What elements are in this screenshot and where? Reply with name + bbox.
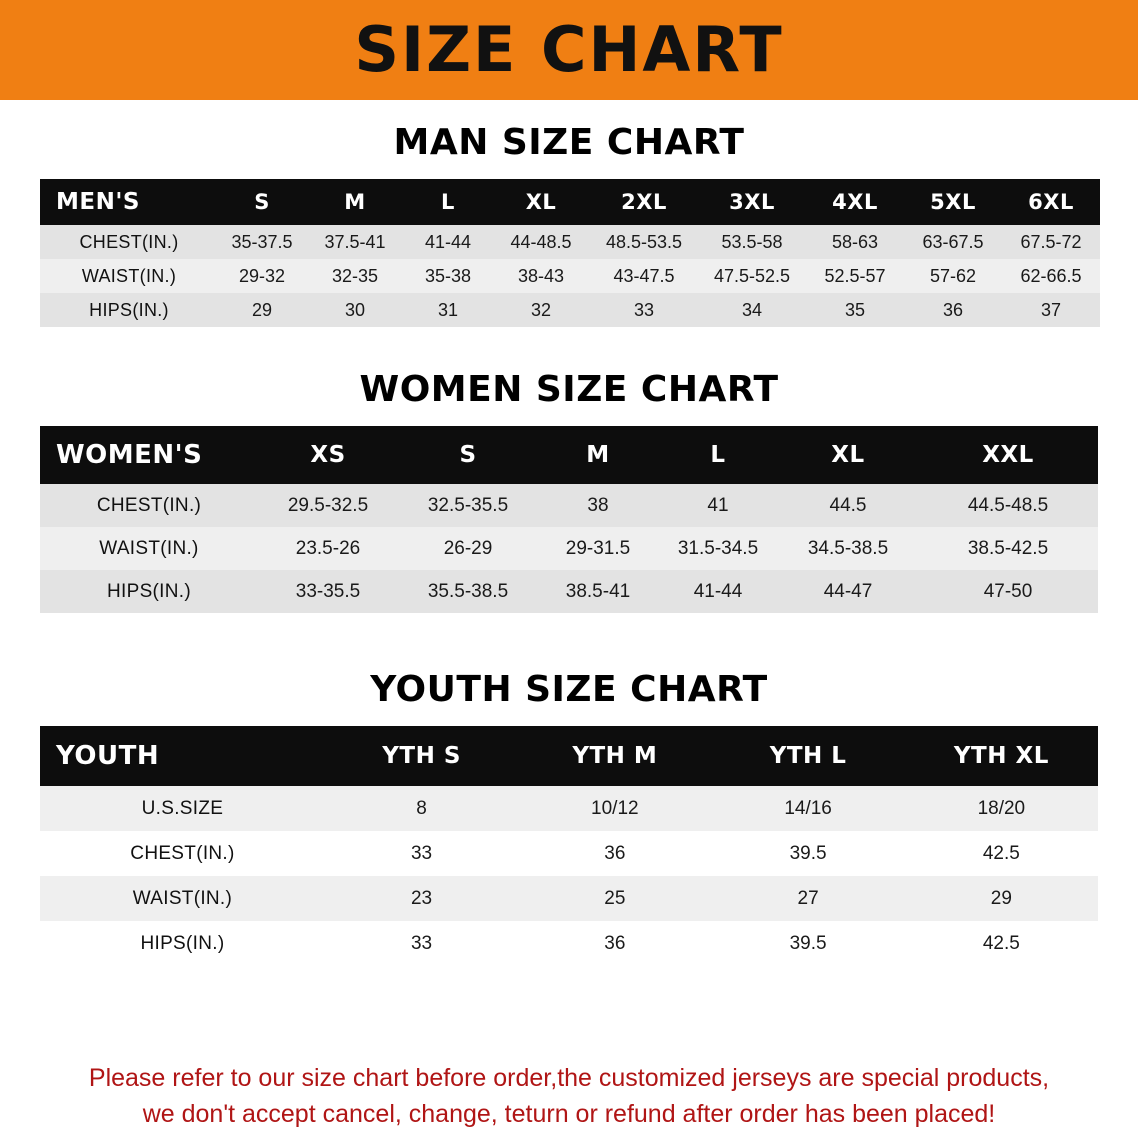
table-cell: 39.5 (711, 921, 904, 966)
table-cell: 37.5-41 (306, 225, 404, 259)
table-cell: 35.5-38.5 (398, 570, 538, 613)
page-banner (0, 0, 1138, 100)
table-row (40, 484, 1098, 527)
women-section-title: WOMEN SIZE CHART (359, 369, 779, 410)
row-label: WAIST(IN.) (40, 259, 218, 293)
row-label: CHEST(IN.) (40, 225, 218, 259)
table-cell: 10/12 (518, 786, 711, 831)
youth-section-title: YOUTH SIZE CHART (370, 669, 768, 710)
table-cell: 8 (325, 786, 518, 831)
table-cell: 29.5-32.5 (258, 484, 398, 527)
table-cell: 44.5 (778, 484, 918, 527)
table-cell: 47.5-52.5 (698, 259, 806, 293)
table-cell: 44-47 (778, 570, 918, 613)
table-cell: 58-63 (806, 225, 904, 259)
table-cell: 18/20 (905, 786, 1098, 831)
chart-content (0, 100, 1138, 1038)
table-cell: 38-43 (492, 259, 590, 293)
col-header: S (398, 426, 538, 484)
table-cell: 41 (658, 484, 778, 527)
col-header: XL (492, 179, 590, 225)
col-header: YTH XL (905, 726, 1098, 786)
table-cell: 27 (711, 876, 904, 921)
col-header: YTH S (325, 726, 518, 786)
table-cell: 23.5-26 (258, 527, 398, 570)
table-header-row (40, 426, 1098, 484)
table-cell: 62-66.5 (1002, 259, 1100, 293)
table-row (40, 259, 1100, 293)
table-cell: 33-35.5 (258, 570, 398, 613)
table-cell: 23 (325, 876, 518, 921)
man-size-table (40, 179, 1100, 327)
table-cell: 38.5-41 (538, 570, 658, 613)
col-header: 3XL (698, 179, 806, 225)
table-header-row (40, 179, 1100, 225)
table-cell: 42.5 (905, 831, 1098, 876)
table-cell: 29-31.5 (538, 527, 658, 570)
table-cell: 36 (518, 921, 711, 966)
table-cell: 36 (904, 293, 1002, 327)
table-cell: 42.5 (905, 921, 1098, 966)
table-cell: 44.5-48.5 (918, 484, 1098, 527)
col-header: WOMEN'S (40, 426, 258, 484)
table-header-row (40, 726, 1098, 786)
row-label: WAIST(IN.) (40, 876, 325, 921)
table-row (40, 293, 1100, 327)
row-label: WAIST(IN.) (40, 527, 258, 570)
table-cell: 48.5-53.5 (590, 225, 698, 259)
table-cell: 30 (306, 293, 404, 327)
table-cell: 43-47.5 (590, 259, 698, 293)
row-label: HIPS(IN.) (40, 293, 218, 327)
table-cell: 26-29 (398, 527, 538, 570)
row-label: HIPS(IN.) (40, 921, 325, 966)
row-label: U.S.SIZE (40, 786, 325, 831)
table-cell: 34.5-38.5 (778, 527, 918, 570)
table-row (40, 570, 1098, 613)
table-cell: 35-38 (404, 259, 492, 293)
youth-size-table (40, 726, 1098, 966)
man-section-title: MAN SIZE CHART (393, 122, 745, 163)
table-cell: 47-50 (918, 570, 1098, 613)
col-header: XS (258, 426, 398, 484)
row-label: CHEST(IN.) (40, 831, 325, 876)
col-header: M (538, 426, 658, 484)
table-cell: 32 (492, 293, 590, 327)
col-header: YTH M (518, 726, 711, 786)
table-cell: 14/16 (711, 786, 904, 831)
table-cell: 37 (1002, 293, 1100, 327)
table-cell: 41-44 (404, 225, 492, 259)
table-cell: 53.5-58 (698, 225, 806, 259)
col-header: L (658, 426, 778, 484)
table-cell: 29 (905, 876, 1098, 921)
table-cell: 32.5-35.5 (398, 484, 538, 527)
table-cell: 57-62 (904, 259, 1002, 293)
col-header: MEN'S (40, 179, 218, 225)
col-header: S (218, 179, 306, 225)
col-header: L (404, 179, 492, 225)
table-cell: 29-32 (218, 259, 306, 293)
table-row (40, 527, 1098, 570)
table-cell: 39.5 (711, 831, 904, 876)
page-title: SIZE CHART (354, 13, 784, 86)
table-row (40, 786, 1098, 831)
table-row (40, 225, 1100, 259)
table-cell: 36 (518, 831, 711, 876)
disclaimer-line-1: Please refer to our size chart before order,the customized jerseys are special products, (88, 1063, 1050, 1092)
col-header: 4XL (806, 179, 904, 225)
table-cell: 38 (538, 484, 658, 527)
col-header: XXL (918, 426, 1098, 484)
table-cell: 35-37.5 (218, 225, 306, 259)
table-cell: 63-67.5 (904, 225, 1002, 259)
table-cell: 25 (518, 876, 711, 921)
table-cell: 33 (325, 921, 518, 966)
table-cell: 52.5-57 (806, 259, 904, 293)
disclaimer-line-2: we don't accept cancel, change, teturn or refund after order has been placed! (142, 1099, 996, 1128)
col-header: YOUTH (40, 726, 325, 786)
col-header: 5XL (904, 179, 1002, 225)
table-row (40, 831, 1098, 876)
table-cell: 33 (590, 293, 698, 327)
table-cell: 32-35 (306, 259, 404, 293)
table-cell: 31 (404, 293, 492, 327)
row-label: CHEST(IN.) (40, 484, 258, 527)
table-cell: 34 (698, 293, 806, 327)
women-size-table (40, 426, 1098, 613)
table-row (40, 876, 1098, 921)
table-cell: 29 (218, 293, 306, 327)
table-cell: 31.5-34.5 (658, 527, 778, 570)
col-header: 6XL (1002, 179, 1100, 225)
table-cell: 41-44 (658, 570, 778, 613)
table-cell: 67.5-72 (1002, 225, 1100, 259)
col-header: YTH L (711, 726, 904, 786)
table-cell: 44-48.5 (492, 225, 590, 259)
col-header: 2XL (590, 179, 698, 225)
table-cell: 38.5-42.5 (918, 527, 1098, 570)
col-header: XL (778, 426, 918, 484)
disclaimer-note (40, 1060, 1098, 1132)
row-label: HIPS(IN.) (40, 570, 258, 613)
table-row (40, 921, 1098, 966)
table-cell: 35 (806, 293, 904, 327)
table-cell: 33 (325, 831, 518, 876)
col-header: M (306, 179, 404, 225)
